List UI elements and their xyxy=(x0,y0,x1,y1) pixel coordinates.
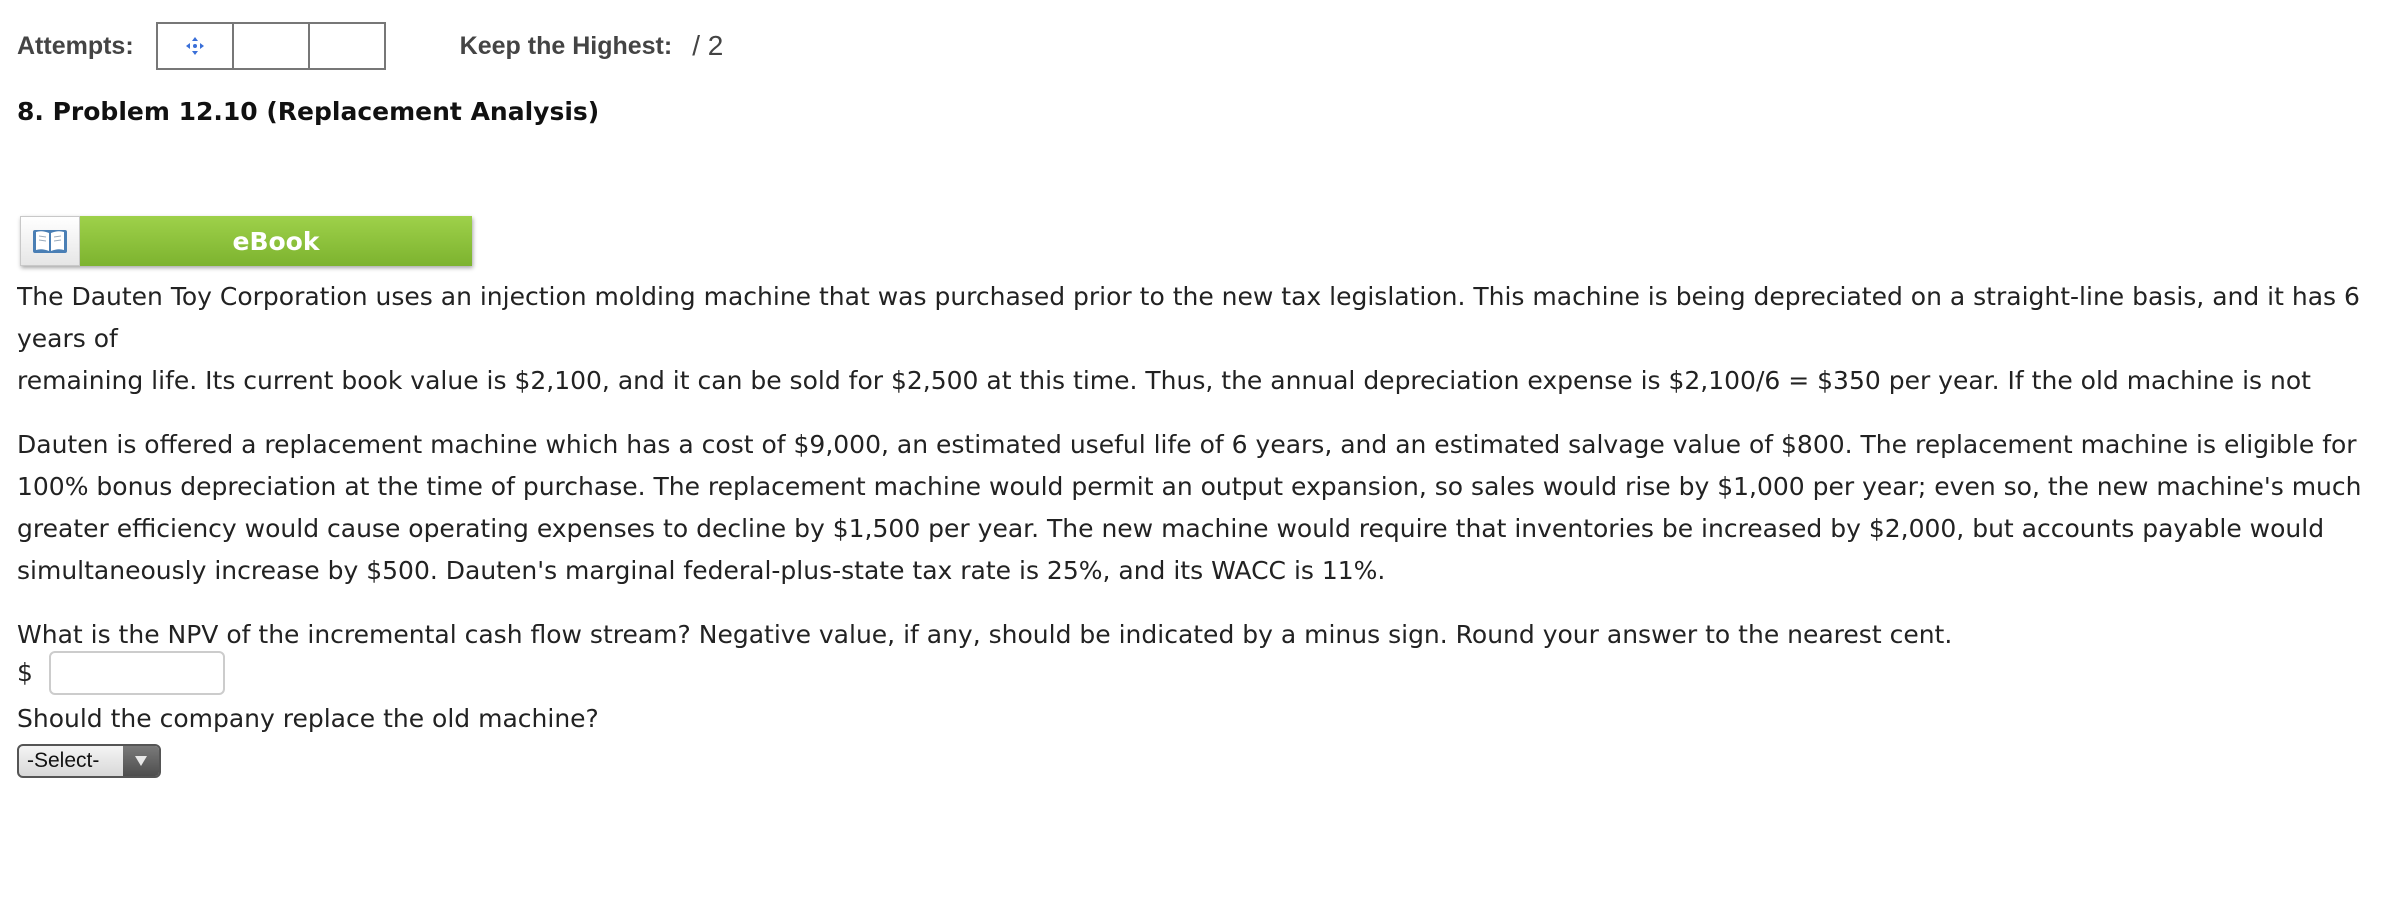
paragraph-1-line-2: remaining life. Its current book value is $2,100, and it can be sold for $2,500 at this time. Thus, the annual depreciation expense is $2,100/6 = $350 per year. If the old machine is not xyxy=(17,366,2311,395)
attempt-box-2 xyxy=(234,24,310,68)
replace-select-value: -Select- xyxy=(27,749,100,772)
score-value: / 2 xyxy=(692,30,724,61)
attempt-box-1 xyxy=(158,24,234,68)
keep-highest-label: Keep the Highest: xyxy=(459,31,673,60)
ebook-label: eBook xyxy=(232,226,320,256)
attempt-boxes xyxy=(156,22,386,70)
replace-question: Should the company replace the old machine? xyxy=(17,704,599,733)
problem-title: 8. Problem 12.10 (Replacement Analysis) xyxy=(17,97,600,126)
problem-content xyxy=(17,276,2386,778)
attempts-row xyxy=(17,22,723,70)
ebook-icon-container xyxy=(20,216,80,266)
attempt-box-3 xyxy=(310,24,384,68)
npv-input[interactable] xyxy=(49,651,225,695)
book-icon xyxy=(32,227,68,255)
currency-symbol: $ xyxy=(17,658,33,687)
problem-paragraph-1 xyxy=(17,276,2386,402)
problem-paragraph-2: Dauten is offered a replacement machine which has a cost of $9,000, an estimated useful life of 6 years, and an estimated salvage value of $800. The replacement machine is eligible for 100% bonus depreciation at the time of purchase. The replacement machine would permit an output expansion, so sales would rise by $1,000 per year; even so, the new machine's much greater efficiency would cause operating expenses to decline by $1,500 per year. The new machine would require that inventories be increased by $2,000, but accounts payable would simultaneously increase by $500. Dauten's marginal federal-plus-state tax rate is 25%, and its WACC is 11%. xyxy=(17,430,2362,585)
npv-question: What is the NPV of the incremental cash flow stream? Negative value, if any, should be indicated by a minus sign. Round your answer to the nearest cent. xyxy=(17,620,1953,649)
ebook-label-container xyxy=(80,216,472,266)
ebook-button[interactable] xyxy=(20,216,472,266)
attempts-label: Attempts: xyxy=(17,31,134,60)
move-cursor-icon xyxy=(184,35,206,57)
paragraph-1-line-1: The Dauten Toy Corporation uses an injection molding machine that was purchased prior to the new tax legislation. This machine is being depreciated on a straight-line basis, and it has 6 years of xyxy=(17,282,2360,353)
replace-select[interactable] xyxy=(17,744,161,778)
chevron-down-icon xyxy=(123,746,159,776)
